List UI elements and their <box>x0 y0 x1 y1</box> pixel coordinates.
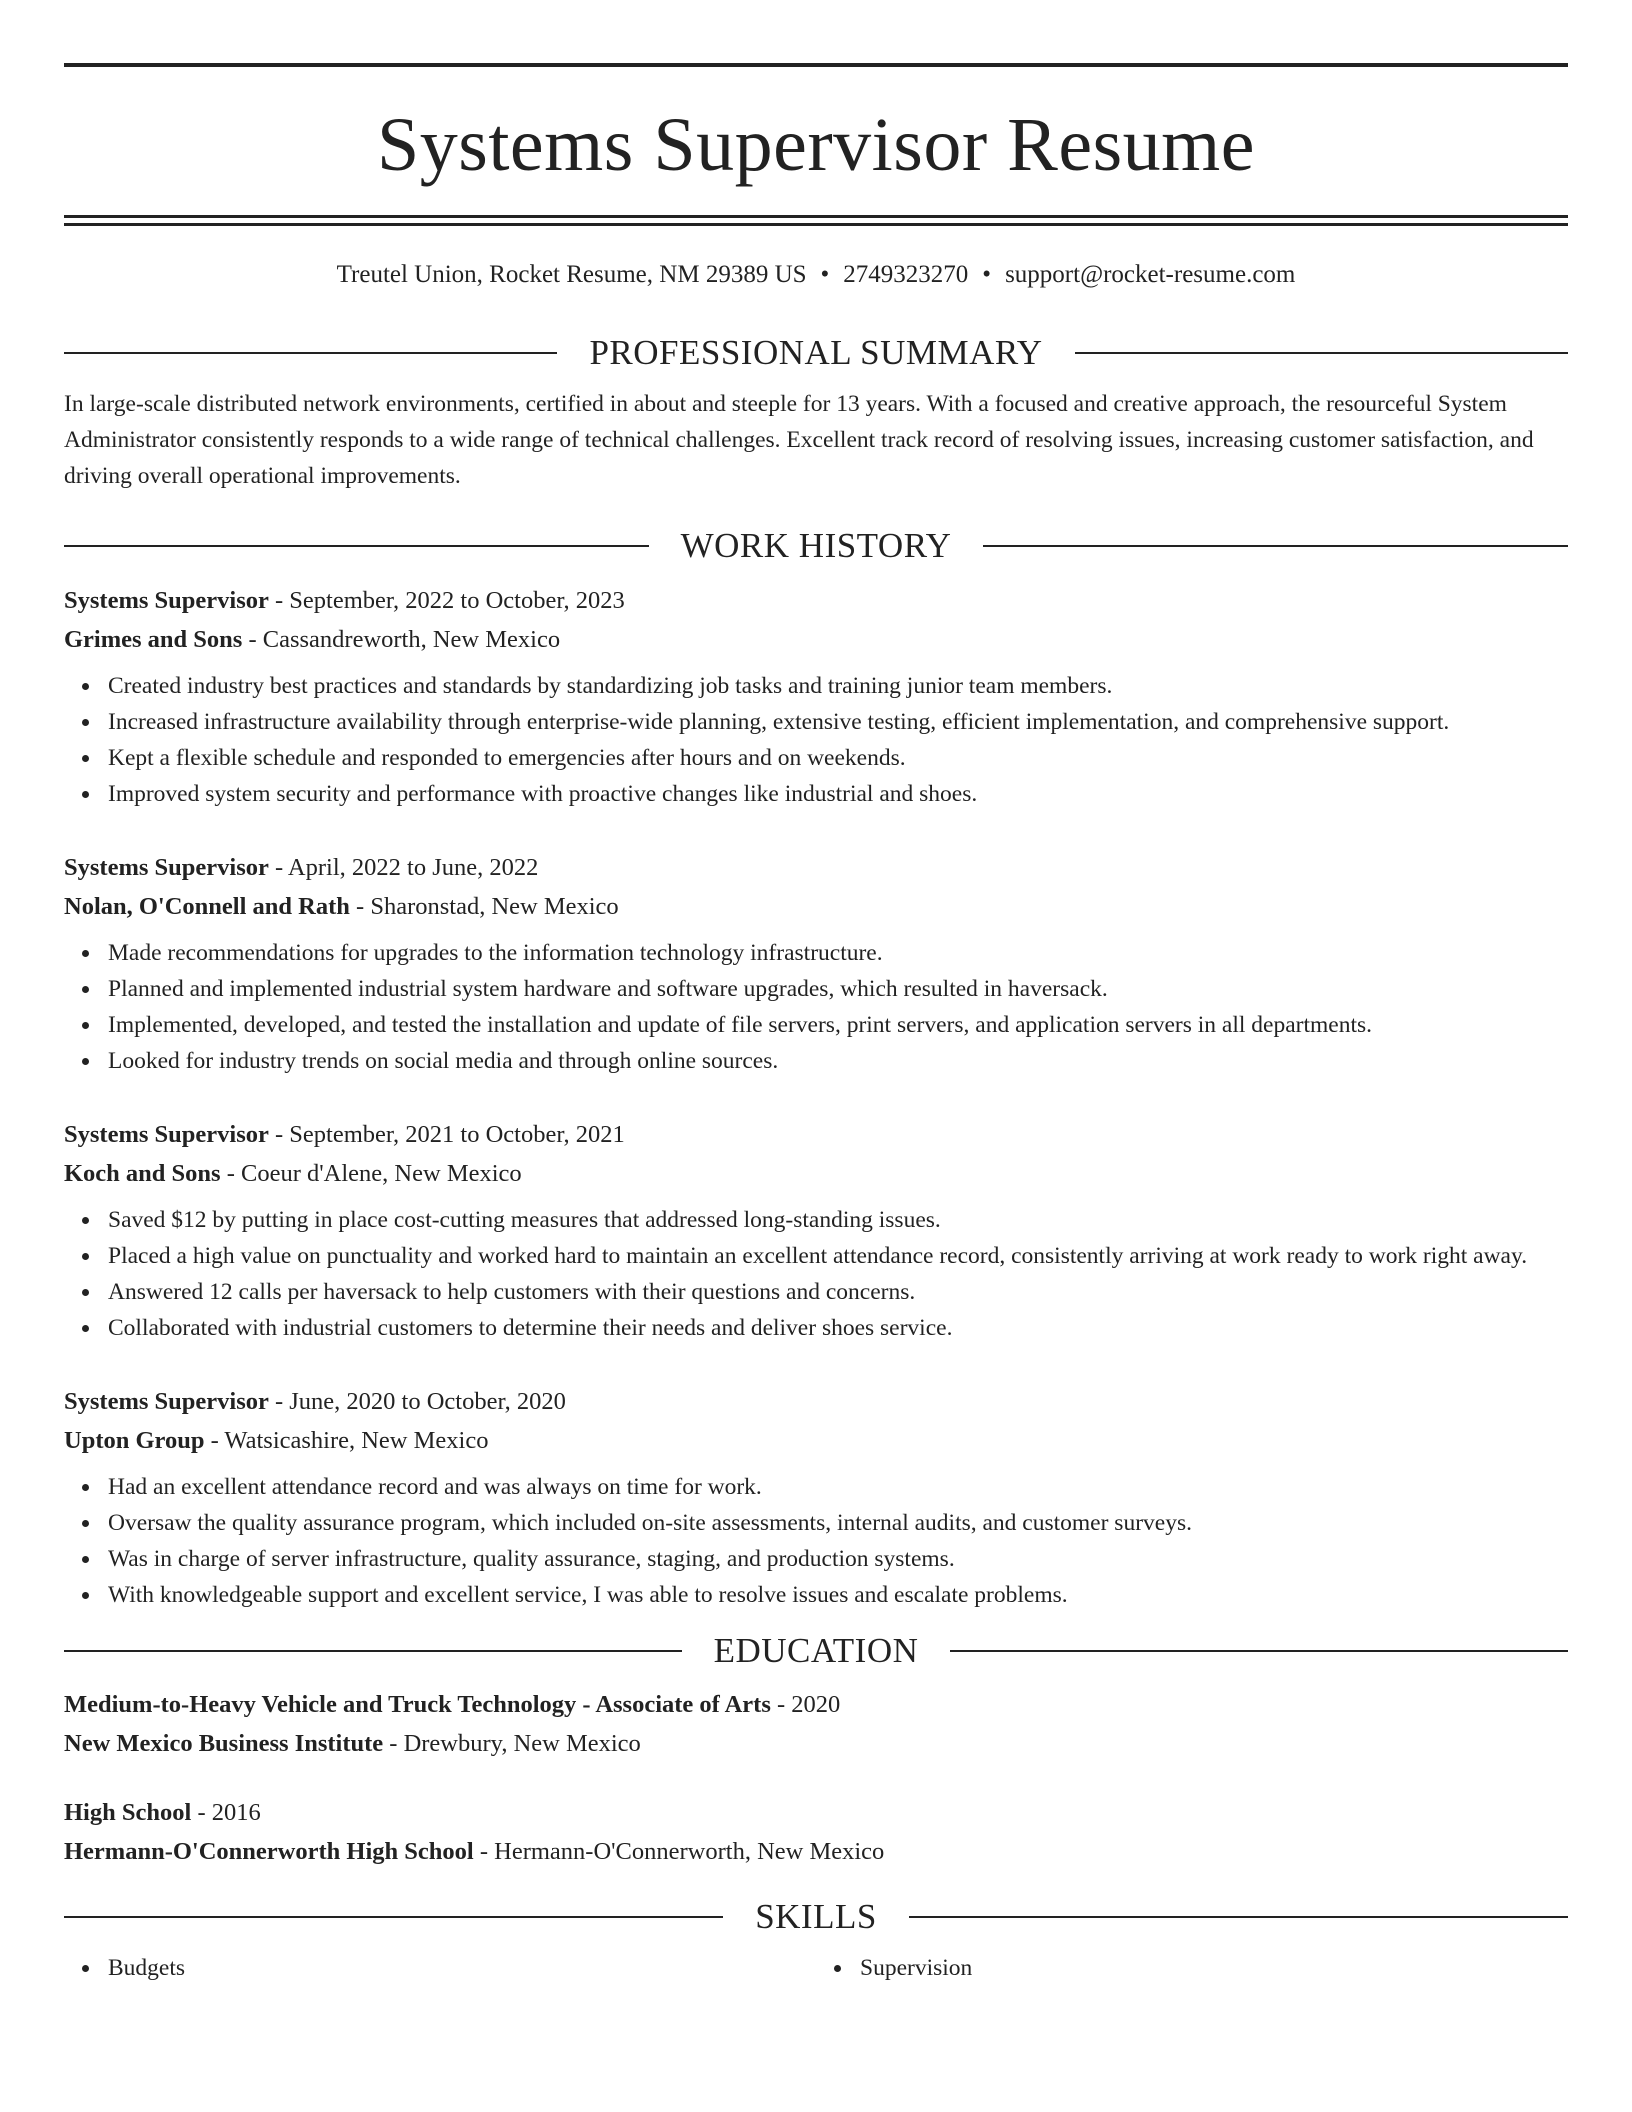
skill-item: Supervision <box>860 1950 1568 1986</box>
job-company-row <box>64 1421 1568 1460</box>
list-item: Made recommendations for upgrades to the information technology infrastructure. <box>108 935 1568 971</box>
section-title: EDUCATION <box>713 1631 919 1670</box>
school-name: New Mexico Business Institute <box>64 1730 384 1757</box>
degree-name: High School <box>64 1799 192 1826</box>
skills-list-left <box>64 1950 816 1986</box>
list-item: With knowledgeable support and excellent service, I was able to resolve issues and escalate problems. <box>108 1577 1568 1613</box>
summary-text: In large-scale distributed network environments, certified in about and steeple for 13 years. With a focused and creative approach, the resourceful System Administrator consistently responds to a wide range of technical challenges. Excellent track record of resolving issues, increasing customer satisfaction, and driving overall operational improvements. <box>64 391 1534 489</box>
list-item: Implemented, developed, and tested the installation and update of file servers, print servers, and application servers in all departments. <box>108 1007 1568 1043</box>
job-bullets <box>64 935 1568 1079</box>
school-row <box>64 1724 1568 1763</box>
list-item: Collaborated with industrial customers to determine their needs and deliver shoes service. <box>108 1310 1568 1346</box>
heading-rule-right <box>983 545 1568 547</box>
job-title: Systems Supervisor <box>64 1121 269 1148</box>
list-item: Answered 12 calls per haversack to help customers with their questions and concerns. <box>108 1274 1568 1310</box>
list-item: Improved system security and performance with proactive changes like industrial and shoes. <box>108 776 1568 812</box>
list-item: Created industry best practices and standards by standardizing job tasks and training junior team members. <box>108 668 1568 704</box>
job-bullets <box>64 1202 1568 1346</box>
education-entry <box>64 1685 1568 1763</box>
job-dates: - September, 2021 to October, 2021 <box>268 1121 625 1148</box>
skill-item: Budgets <box>108 1950 816 1986</box>
contact-phone: 2749323270 <box>843 261 969 288</box>
job-bullets <box>64 1469 1568 1613</box>
job-title: Systems Supervisor <box>64 587 269 614</box>
section-heading-skills <box>64 1899 1568 1934</box>
job-dates: - June, 2020 to October, 2020 <box>268 1388 566 1415</box>
school-row <box>64 1832 1568 1871</box>
job-title: Systems Supervisor <box>64 1388 269 1415</box>
heading-rule-right <box>909 1916 1568 1918</box>
top-rule <box>64 63 1568 67</box>
contact-separator: • <box>820 261 830 288</box>
heading-rule-left <box>64 1916 723 1918</box>
section-heading-education <box>64 1633 1568 1668</box>
list-item: Was in charge of server infrastructure, quality assurance, staging, and production systems. <box>108 1541 1568 1577</box>
heading-rule-left <box>64 545 649 547</box>
job-location: - Cassandreworth, New Mexico <box>242 626 561 653</box>
degree-year: - 2016 <box>191 1799 261 1826</box>
heading-rule-left <box>64 352 557 354</box>
title-double-rule <box>64 215 1568 226</box>
job-entry <box>64 1115 1568 1346</box>
job-title-row <box>64 1115 1568 1154</box>
school-location: - Drewbury, New Mexico <box>383 1730 641 1757</box>
job-dates: - April, 2022 to June, 2022 <box>268 854 539 881</box>
job-bullets <box>64 668 1568 812</box>
job-company: Upton Group <box>64 1427 205 1454</box>
job-entry <box>64 581 1568 812</box>
heading-rule-right <box>1075 352 1568 354</box>
job-location: - Sharonstad, New Mexico <box>349 893 619 920</box>
heading-rule-left <box>64 1650 682 1652</box>
skills-columns <box>64 1950 1568 1986</box>
list-item: Increased infrastructure availability through enterprise-wide planning, extensive testing, efficient implementation, and comprehensive support. <box>108 704 1568 740</box>
section-heading-summary <box>64 335 1568 370</box>
skills-list-right <box>816 1950 1568 1986</box>
contact-email: support@rocket-resume.com <box>1005 261 1296 288</box>
job-dates: - September, 2022 to October, 2023 <box>268 587 625 614</box>
section-title: PROFESSIONAL SUMMARY <box>589 333 1043 372</box>
list-item: Oversaw the quality assurance program, which included on-site assessments, internal audits, and customer surveys. <box>108 1505 1568 1541</box>
degree-name: Medium-to-Heavy Vehicle and Truck Technology - Associate of Arts <box>64 1691 771 1718</box>
job-location: - Watsicashire, New Mexico <box>204 1427 489 1454</box>
job-location: - Coeur d'Alene, New Mexico <box>220 1160 522 1187</box>
job-company: Nolan, O'Connell and Rath <box>64 893 350 920</box>
job-company-row <box>64 620 1568 659</box>
contact-address: Treutel Union, Rocket Resume, NM 29389 US <box>336 261 807 288</box>
job-entry <box>64 848 1568 1079</box>
job-title-row <box>64 581 1568 620</box>
list-item: Had an excellent attendance record and was always on time for work. <box>108 1469 1568 1505</box>
resume-page <box>64 63 1568 1986</box>
school-name: Hermann-O'Connerworth High School <box>64 1838 474 1865</box>
list-item: Saved $12 by putting in place cost-cutting measures that addressed long-standing issues. <box>108 1202 1568 1238</box>
list-item: Placed a high value on punctuality and worked hard to maintain an excellent attendance record, consistently arriving at work ready to work right away. <box>108 1238 1568 1274</box>
job-company: Koch and Sons <box>64 1160 221 1187</box>
job-title-row <box>64 848 1568 887</box>
contact-line <box>64 261 1568 289</box>
job-entry <box>64 1382 1568 1613</box>
section-heading-work <box>64 528 1568 563</box>
degree-row <box>64 1793 1568 1832</box>
contact-separator: • <box>982 261 992 288</box>
list-item: Looked for industry trends on social media and through online sources. <box>108 1043 1568 1079</box>
degree-row <box>64 1685 1568 1724</box>
job-title-row <box>64 1382 1568 1421</box>
heading-rule-right <box>950 1650 1568 1652</box>
job-company-row <box>64 887 1568 926</box>
section-title: SKILLS <box>755 1897 877 1936</box>
page-title: Systems Supervisor Resume <box>376 103 1256 187</box>
job-company-row <box>64 1154 1568 1193</box>
section-title: WORK HISTORY <box>680 526 952 565</box>
degree-year: - 2020 <box>770 1691 841 1718</box>
education-entry <box>64 1793 1568 1871</box>
job-company: Grimes and Sons <box>64 626 243 653</box>
list-item: Kept a flexible schedule and responded to emergencies after hours and on weekends. <box>108 740 1568 776</box>
school-location: - Hermann-O'Connerworth, New Mexico <box>473 1838 885 1865</box>
list-item: Planned and implemented industrial system hardware and software upgrades, which resulted in haversack. <box>108 971 1568 1007</box>
job-title: Systems Supervisor <box>64 854 269 881</box>
